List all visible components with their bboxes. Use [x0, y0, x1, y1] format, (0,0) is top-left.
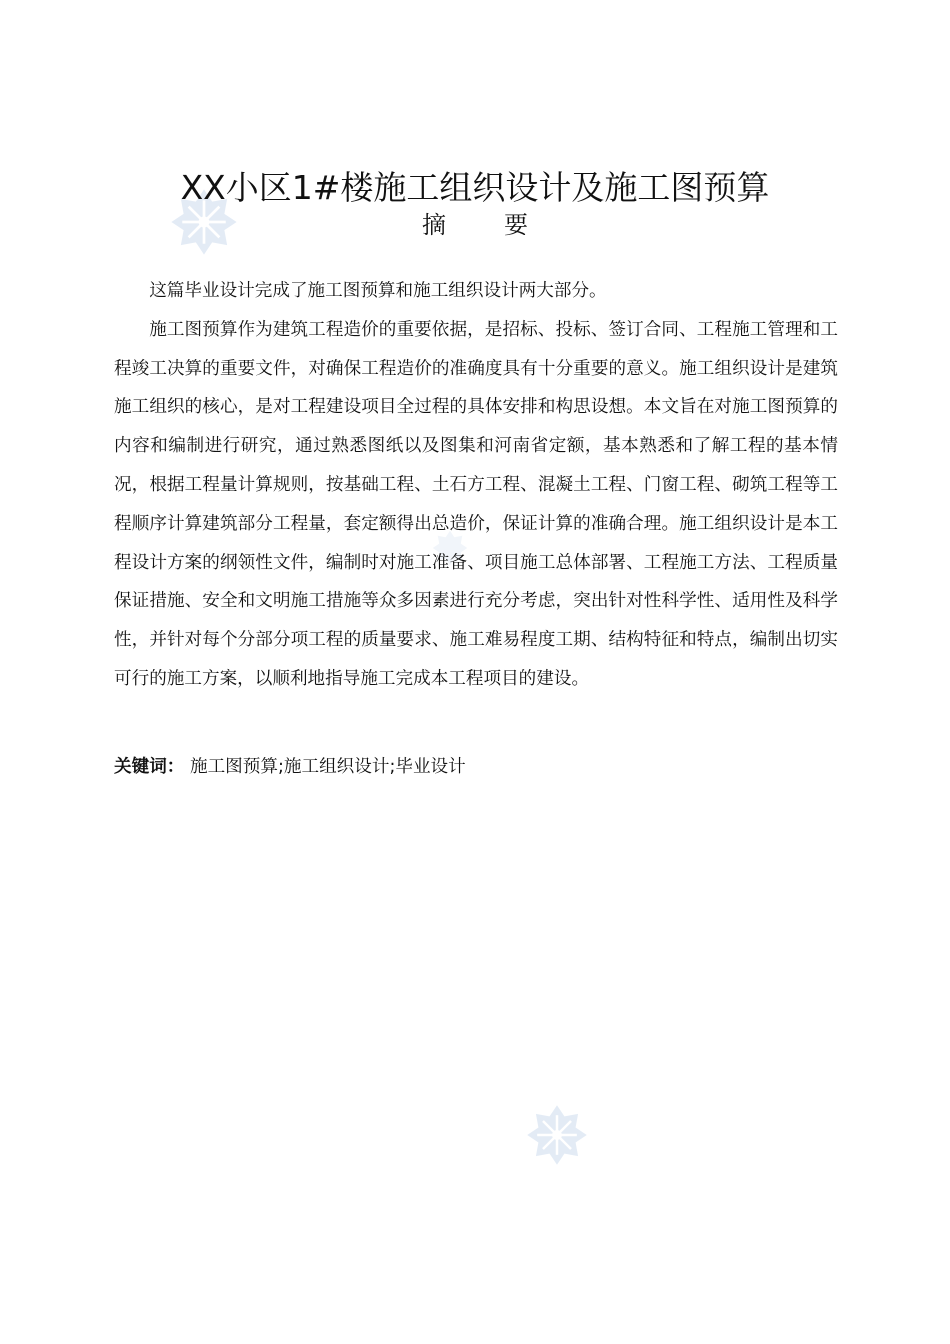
- keywords-values: 施工图预算;施工组织设计;毕业设计: [189, 757, 466, 777]
- keywords-line: [114, 748, 838, 786]
- watermark-snowflake-icon: [524, 1104, 590, 1166]
- abstract-body: [114, 272, 838, 699]
- abstract-heading: 摘要: [422, 211, 586, 239]
- abstract-paragraph: 施工图预算作为建筑工程造价的重要依据，是招标、投标、签订合同、工程施工管理和工程竣工决算的重要文件，对确保工程造价的准确度具有十分重要的意义。施工组织设计是建筑施工组织的核心，是对工程建设项目全过程的具体安排和构思设想。本文旨在对施工图预算的内容和编制进行研究，通过熟悉图纸以及图集和河南省定额，基本熟悉和了解工程的基本情况，根据工程量计算规则，按基础工程、土石方工程、混凝土工程、门窗工程、砌筑工程等工程顺序计算建筑部分工程量，套定额得出总造价，保证计算的准确合理。施工组织设计是本工程设计方案的纲领性文件，编制时对施工准备、项目施工总体部署、工程施工方法、工程质量保证措施、安全和文明施工措施等众多因素进行充分考虑，突出针对性科学性、适用性及科学性，并针对每个分部分项工程的质量要求、施工难易程度工期、结构特征和特点，编制出切实可行的施工方案，以顺利地指导施工完成本工程项目的建设。: [114, 319, 838, 689]
- abstract-paragraph: 这篇毕业设计完成了施工图预算和施工组织设计两大部分。: [149, 281, 607, 301]
- keywords-label: 关键词：: [114, 757, 185, 777]
- document-title: XX小区1#楼施工组织设计及施工图预算: [180, 168, 770, 207]
